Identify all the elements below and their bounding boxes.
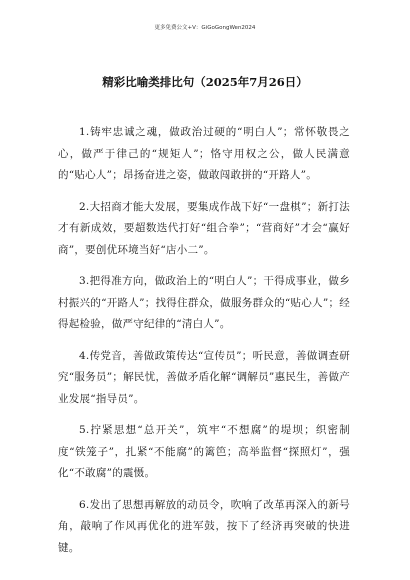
paragraph: 5.拧紧思想“总开关”，筑牢“不想腐”的堤坝；织密制度“铁笼子”，扎紧“不能腐”的篱笆；高举监督“探照灯”，强化“不敢腐”的震慑。 bbox=[58, 424, 350, 479]
paragraph: 1.铸牢忠诚之魂，做政治过硬的“明白人”；常怀敬畏之心，做严于律己的“规矩人”；恪守用权之公，做人民满意的“贴心人”；昂扬奋进之姿，做敢闯敢拼的“开路人”。 bbox=[58, 126, 350, 181]
paragraph: 2.大招商才能大发展，要集成作战下好“一盘棋”；新打法才有新成效，要超数迭代打好“组合拳”；“营商好”才会“赢好商”，要创优环境当好“店小二”。 bbox=[58, 200, 350, 256]
paragraph: 4.传党音，善做政策传达“宣传员”；听民意，善做调查研究“服务员”；解民忧，善做矛盾化解“调解员”惠民生，善做产业发展“指导员”。 bbox=[58, 349, 350, 405]
document-title: 精彩比喻类排比句（2025年7月26日） bbox=[102, 75, 308, 89]
document-body bbox=[58, 122, 350, 569]
header-note: 更多免费公文+V：GiGoGongWen2024 bbox=[154, 25, 256, 31]
paragraph: 6.发出了思想再解放的动员令，吹响了改革再深入的新号角，敲响了作风再优化的进军鼓，按下了经济再突破的快进键。 bbox=[58, 498, 350, 554]
paragraph: 3.把得准方向，做政治上的“明白人”；干得成事业，做乡村振兴的“开路人”；找得住群众，做服务群众的“贴心人”；经得起检验，做严守纪律的“清白人”。 bbox=[58, 275, 350, 330]
